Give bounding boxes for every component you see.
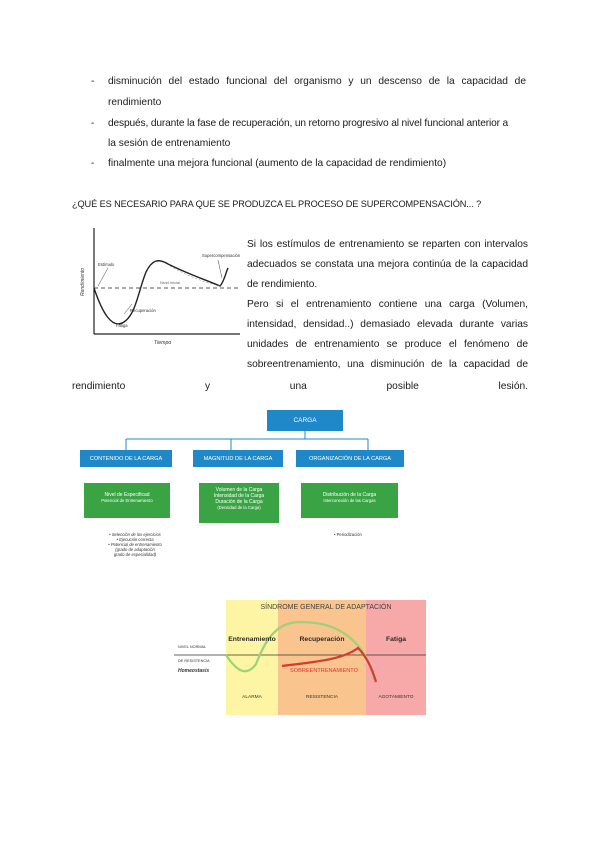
sga-left-resistencia: DE RESISTENCIA bbox=[178, 659, 210, 663]
note: (grado de adaptación bbox=[115, 547, 155, 552]
bullet-text: disminución del estado funcional del organismo y un descenso de la capacidad de bbox=[108, 76, 526, 87]
bullet-dash: - bbox=[91, 158, 95, 169]
sga-bottom-resistencia: RESISTENCIA bbox=[306, 695, 338, 700]
paragraph-line: sobreentrenamiento, una disminución de la capacidad de bbox=[247, 359, 528, 370]
paragraph-line: Si los estímulos de entrenamiento se reparten con intervalos bbox=[247, 239, 528, 250]
paragraph-line: intensidad, densidad..) demasiado elevada durante varias bbox=[247, 319, 528, 330]
note: grado de especialidad) bbox=[113, 552, 157, 557]
label-supercompensacion: Supercompensación bbox=[202, 253, 241, 258]
bullet-dash: - bbox=[91, 76, 95, 87]
section-heading: ¿QUÉ ES NECESARIO PARA QUE SE PRODUZCA EL PROCESO DE SUPERCOMPENSACIÓN... ? bbox=[72, 199, 482, 209]
bullet-text: finalmente una mejora funcional (aumento de la capacidad de rendimiento) bbox=[108, 158, 447, 169]
header-organizacion bbox=[296, 450, 404, 467]
sga-bottom-alarma: ALARMA bbox=[242, 695, 262, 700]
green-text: Potencial de Entrenamiento bbox=[101, 498, 153, 503]
bullet-text: después, durante la fase de recuperación, un retorno progresivo al nivel funcional anterior a bbox=[108, 118, 509, 129]
green-box-contenido bbox=[84, 483, 170, 518]
green-text: Interconexión de las Cargas bbox=[323, 498, 376, 503]
sga-phase-recuperacion: Recuperación bbox=[299, 636, 345, 643]
notes-organizacion bbox=[334, 532, 384, 537]
label-recuperacion: Recuperación bbox=[130, 308, 156, 313]
green-text: Intensidad de la Carga bbox=[213, 493, 265, 499]
sga-title: SÍNDROME GENERAL DE ADAPTACIÓN bbox=[260, 604, 392, 611]
sga-left-homeostasis: Homeostasis bbox=[178, 668, 210, 674]
sga-left-nivel: NIVEL NORMAL bbox=[178, 645, 207, 649]
note: • Ejecución correcta bbox=[116, 537, 154, 542]
sga-sobreentrenamiento: SOBREENTRENAMIENTO bbox=[290, 668, 358, 674]
header-magnitud-label: MAGNITUD DE LA CARGA bbox=[203, 455, 273, 462]
paragraph-line: rendimiento y una posible lesión. bbox=[72, 381, 528, 392]
label-estimulo: Estímulo bbox=[98, 262, 115, 267]
bullet-text-cont: rendimiento bbox=[108, 97, 162, 108]
sga-diagram bbox=[174, 600, 426, 715]
green-text: Distribución de la Carga bbox=[322, 492, 377, 498]
carga-root-label: CARGA bbox=[293, 417, 317, 424]
note: • Selección de los ejercicios bbox=[109, 532, 161, 537]
sga-phase-entrenamiento: Entrenamiento bbox=[228, 636, 276, 643]
supercompensation-graph bbox=[72, 222, 244, 348]
y-axis-label: Rendimiento bbox=[80, 267, 86, 296]
bullet-dash: - bbox=[91, 118, 95, 129]
green-text: Nivel de Especificad bbox=[104, 492, 150, 498]
notes-contenido bbox=[90, 532, 180, 557]
green-text: (Densidad de la Carga) bbox=[217, 505, 261, 510]
label-fatiga: Fatiga bbox=[116, 323, 128, 328]
note: • Periodización bbox=[334, 532, 362, 537]
green-box-organizacion bbox=[301, 483, 398, 518]
green-text: Duración de la Carga bbox=[215, 499, 263, 505]
note: • Potencial de entrenamiento bbox=[108, 542, 162, 547]
bullet-text-cont: la sesión de entrenamiento bbox=[108, 138, 231, 149]
paragraph-line: adecuados se constata una mejora continúa de la capacidad bbox=[247, 259, 528, 270]
sga-bottom-agotamiento: AGOTAMIENTO bbox=[378, 695, 414, 700]
paragraph-line: de rendimiento. bbox=[247, 279, 318, 290]
label-nivel-inicial: Nivel inicial bbox=[160, 280, 181, 285]
header-magnitud bbox=[193, 450, 283, 467]
sga-red-curve bbox=[282, 648, 376, 682]
x-axis-label: Tiempo bbox=[154, 340, 172, 346]
performance-curve bbox=[94, 261, 228, 324]
paragraph-line: unidades de entrenamiento se produce el fenómeno de bbox=[247, 339, 528, 350]
carga-root-box bbox=[267, 410, 343, 431]
green-box-magnitud bbox=[199, 483, 279, 523]
green-text: Volumen de la Carga bbox=[215, 487, 263, 493]
header-organizacion-label: ORGANIZACIÓN DE LA CARGA bbox=[308, 455, 392, 462]
paragraph-line: Pero si el entrenamiento contiene una carga (Volumen, bbox=[247, 299, 528, 310]
header-contenido bbox=[80, 450, 172, 467]
sga-phase-fatiga: Fatiga bbox=[385, 636, 407, 643]
header-contenido-label: CONTENIDO DE LA CARGA bbox=[89, 455, 163, 462]
